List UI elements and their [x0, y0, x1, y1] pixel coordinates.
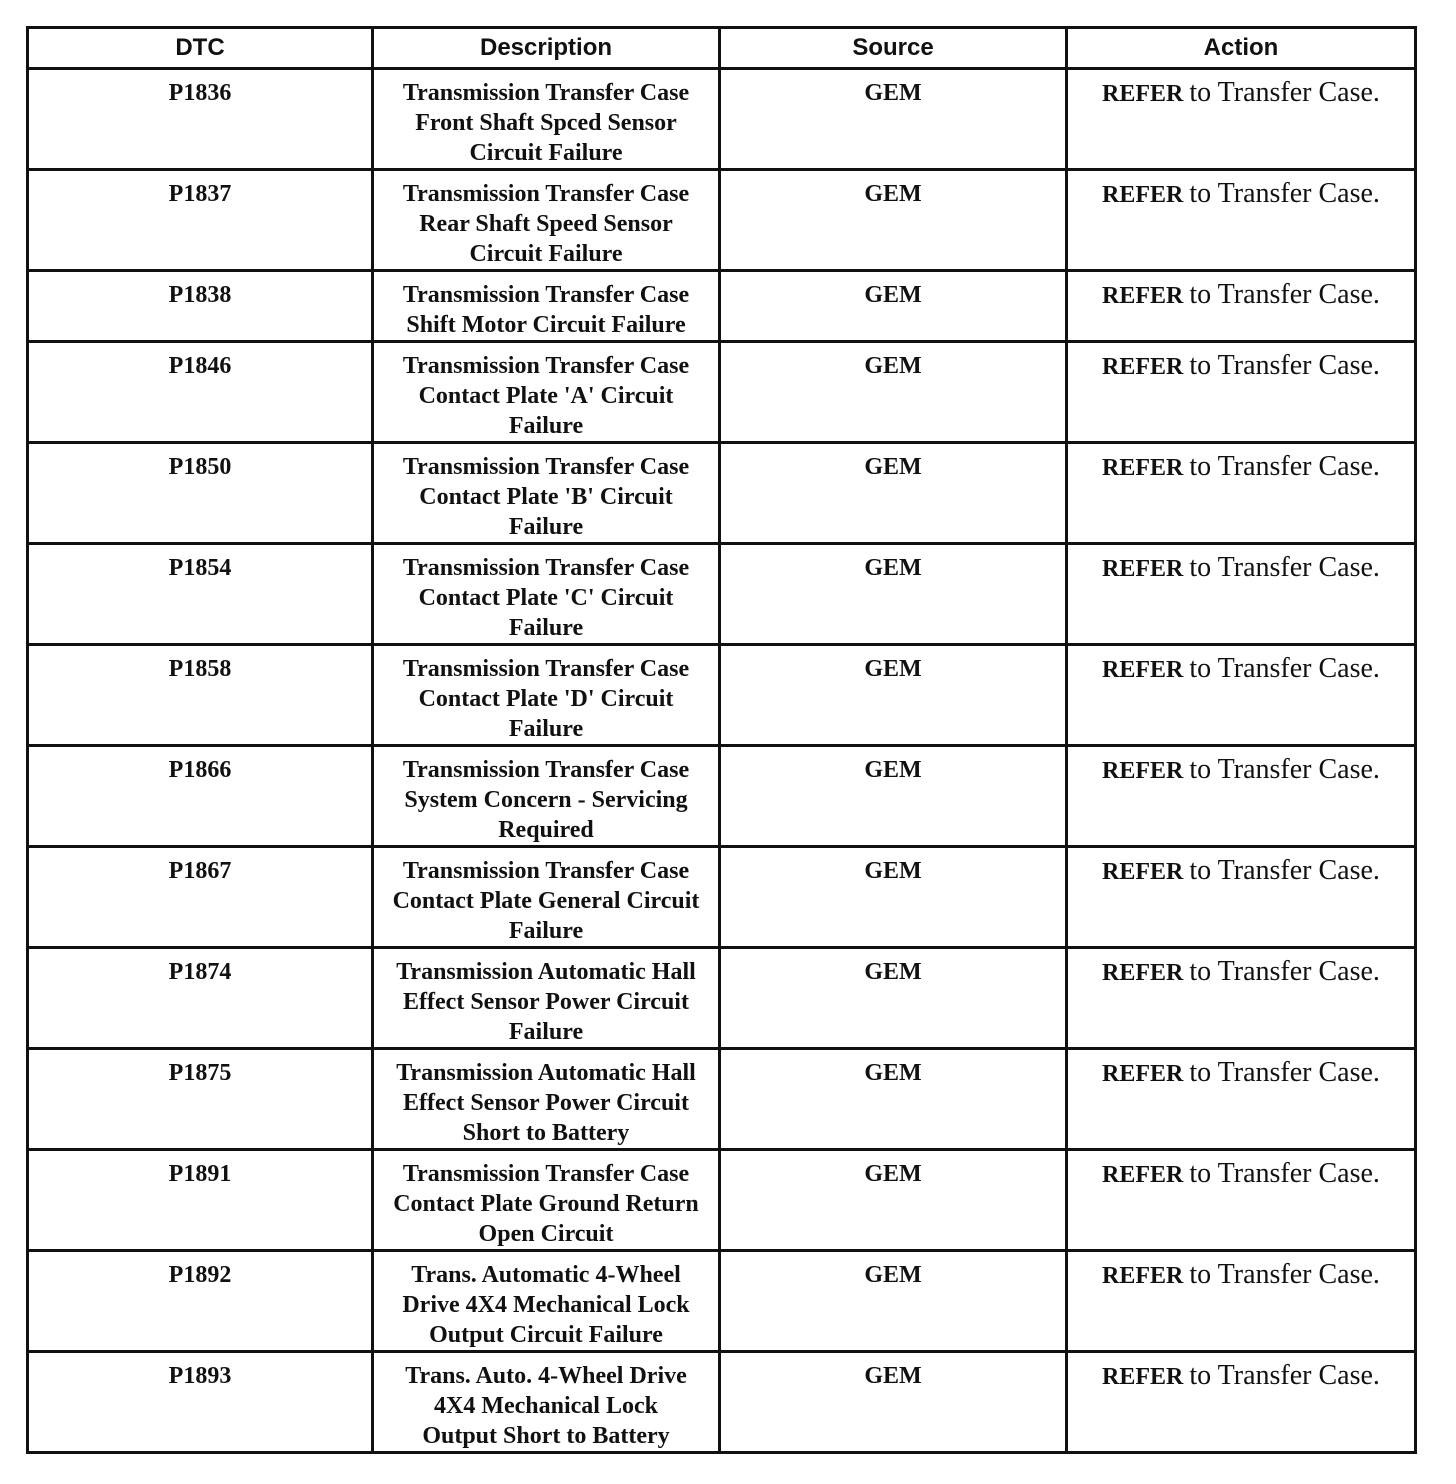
- action-target: to Transfer Case.: [1189, 1360, 1380, 1391]
- dtc-description: [373, 847, 720, 948]
- description-line: Open Circuit: [478, 1221, 614, 1247]
- dtc-source: GEM: [720, 847, 1067, 948]
- description-line: Transmission Transfer Case: [402, 1161, 690, 1187]
- description-line: Failure: [508, 615, 584, 641]
- description-line: Output Circuit Failure: [429, 1322, 663, 1348]
- description-line: Circuit Failure: [469, 241, 623, 267]
- dtc-code: P1838: [28, 271, 373, 342]
- dtc-source: GEM: [720, 170, 1067, 271]
- dtc-action: [1067, 1049, 1416, 1150]
- description-line: Contact Plate 'A' Circuit: [418, 383, 674, 409]
- description-line: Failure: [508, 1019, 584, 1045]
- table-row: [28, 746, 1416, 847]
- action-verb: REFER: [1102, 455, 1184, 481]
- action-target: to Transfer Case.: [1189, 1057, 1380, 1088]
- dtc-action: [1067, 170, 1416, 271]
- description-line: Transmission Transfer Case: [402, 757, 690, 783]
- description-line: Contact Plate 'C' Circuit: [418, 585, 674, 611]
- description-line: Transmission Transfer Case: [402, 555, 690, 581]
- table-row: [28, 1049, 1416, 1150]
- action-verb: REFER: [1102, 1162, 1184, 1188]
- dtc-source: GEM: [720, 1251, 1067, 1352]
- action-verb: REFER: [1102, 758, 1184, 784]
- header-action: Action: [1067, 28, 1416, 69]
- dtc-description: [373, 69, 720, 170]
- description-line: Transmission Transfer Case: [402, 353, 690, 379]
- dtc-source: GEM: [720, 1150, 1067, 1251]
- action-verb: REFER: [1102, 960, 1184, 986]
- description-line: Contact Plate 'D' Circuit: [418, 686, 674, 712]
- dtc-source: GEM: [720, 443, 1067, 544]
- action-verb: REFER: [1102, 81, 1184, 107]
- action-target: to Transfer Case.: [1189, 77, 1380, 108]
- table-header: [28, 28, 1416, 69]
- table-row: [28, 1251, 1416, 1352]
- dtc-description: [373, 645, 720, 746]
- description-line: Failure: [508, 716, 584, 742]
- dtc-source: GEM: [720, 948, 1067, 1049]
- dtc-description: [373, 948, 720, 1049]
- description-line: Failure: [508, 413, 584, 439]
- dtc-action: [1067, 746, 1416, 847]
- action-target: to Transfer Case.: [1189, 552, 1380, 583]
- description-line: Effect Sensor Power Circuit: [403, 989, 689, 1015]
- action-verb: REFER: [1102, 283, 1184, 309]
- dtc-action: [1067, 847, 1416, 948]
- dtc-description: [373, 746, 720, 847]
- dtc-description: [373, 443, 720, 544]
- dtc-action: [1067, 645, 1416, 746]
- action-verb: REFER: [1102, 1061, 1184, 1087]
- action-target: to Transfer Case.: [1189, 653, 1380, 684]
- dtc-action: [1067, 1150, 1416, 1251]
- dtc-action: [1067, 544, 1416, 645]
- description-line: System Concern - Servicing: [404, 787, 688, 813]
- action-target: to Transfer Case.: [1189, 1158, 1380, 1189]
- table-row: [28, 342, 1416, 443]
- action-target: to Transfer Case.: [1189, 178, 1380, 209]
- description-line: Short to Battery: [462, 1120, 630, 1146]
- description-line: Contact Plate General Circuit: [392, 888, 700, 914]
- dtc-source: GEM: [720, 746, 1067, 847]
- dtc-description: [373, 170, 720, 271]
- table-row: [28, 645, 1416, 746]
- action-verb: REFER: [1102, 1263, 1184, 1289]
- table-row: [28, 948, 1416, 1049]
- dtc-description: [373, 271, 720, 342]
- header-description: Description: [373, 28, 720, 69]
- dtc-table-sheet: [26, 26, 1414, 1454]
- dtc-action: [1067, 443, 1416, 544]
- dtc-description: [373, 1352, 720, 1453]
- dtc-code: P1891: [28, 1150, 373, 1251]
- action-target: to Transfer Case.: [1189, 279, 1380, 310]
- header-dtc: DTC: [28, 28, 373, 69]
- dtc-action: [1067, 948, 1416, 1049]
- description-line: Contact Plate Ground Return: [393, 1191, 699, 1217]
- description-line: Trans. Auto. 4-Wheel Drive: [405, 1363, 687, 1389]
- dtc-source: GEM: [720, 1352, 1067, 1453]
- dtc-code: P1875: [28, 1049, 373, 1150]
- dtc-code: P1846: [28, 342, 373, 443]
- dtc-code: P1837: [28, 170, 373, 271]
- action-target: to Transfer Case.: [1189, 855, 1380, 886]
- action-verb: REFER: [1102, 354, 1184, 380]
- dtc-code: P1866: [28, 746, 373, 847]
- action-verb: REFER: [1102, 556, 1184, 582]
- dtc-action: [1067, 1352, 1416, 1453]
- description-line: Drive 4X4 Mechanical Lock: [402, 1292, 690, 1318]
- dtc-source: GEM: [720, 645, 1067, 746]
- table-row: [28, 69, 1416, 170]
- description-line: Contact Plate 'B' Circuit: [419, 484, 673, 510]
- dtc-code: P1867: [28, 847, 373, 948]
- description-line: Effect Sensor Power Circuit: [403, 1090, 689, 1116]
- description-line: Failure: [508, 514, 584, 540]
- description-line: Transmission Transfer Case: [402, 80, 690, 106]
- dtc-description: [373, 1150, 720, 1251]
- table-row: [28, 1150, 1416, 1251]
- table-row: [28, 271, 1416, 342]
- description-line: Circuit Failure: [469, 140, 623, 166]
- description-line: Transmission Transfer Case: [402, 858, 690, 884]
- action-verb: REFER: [1102, 1364, 1184, 1390]
- description-line: Transmission Transfer Case: [402, 282, 690, 308]
- dtc-source: GEM: [720, 69, 1067, 170]
- dtc-code: P1893: [28, 1352, 373, 1453]
- dtc-description: [373, 342, 720, 443]
- dtc-action: [1067, 271, 1416, 342]
- action-verb: REFER: [1102, 657, 1184, 683]
- description-line: Transmission Transfer Case: [402, 656, 690, 682]
- action-verb: REFER: [1102, 182, 1184, 208]
- dtc-action: [1067, 1251, 1416, 1352]
- table-row: [28, 443, 1416, 544]
- dtc-table: [26, 26, 1417, 1454]
- description-line: Rear Shaft Speed Sensor: [419, 211, 673, 237]
- table-row: [28, 847, 1416, 948]
- dtc-code: P1836: [28, 69, 373, 170]
- dtc-code: P1850: [28, 443, 373, 544]
- dtc-description: [373, 1049, 720, 1150]
- table-body: [28, 69, 1416, 1453]
- action-verb: REFER: [1102, 859, 1184, 885]
- description-line: Trans. Automatic 4-Wheel: [411, 1262, 681, 1288]
- dtc-code: P1892: [28, 1251, 373, 1352]
- dtc-action: [1067, 69, 1416, 170]
- description-line: Transmission Automatic Hall: [396, 959, 696, 985]
- dtc-code: P1858: [28, 645, 373, 746]
- description-line: Front Shaft Spced Sensor: [415, 110, 677, 136]
- action-target: to Transfer Case.: [1189, 956, 1380, 987]
- dtc-source: GEM: [720, 342, 1067, 443]
- description-line: Transmission Transfer Case: [402, 181, 690, 207]
- description-line: Required: [498, 817, 594, 843]
- table-row: [28, 170, 1416, 271]
- description-line: Output Short to Battery: [422, 1423, 670, 1449]
- action-target: to Transfer Case.: [1189, 754, 1380, 785]
- action-target: to Transfer Case.: [1189, 350, 1380, 381]
- description-line: Transmission Transfer Case: [402, 454, 690, 480]
- table-row: [28, 1352, 1416, 1453]
- table-row: [28, 544, 1416, 645]
- dtc-source: GEM: [720, 271, 1067, 342]
- description-line: 4X4 Mechanical Lock: [434, 1393, 658, 1419]
- dtc-code: P1874: [28, 948, 373, 1049]
- dtc-description: [373, 1251, 720, 1352]
- dtc-description: [373, 544, 720, 645]
- action-target: to Transfer Case.: [1189, 1259, 1380, 1290]
- header-row: [28, 28, 1416, 69]
- dtc-action: [1067, 342, 1416, 443]
- header-source: Source: [720, 28, 1067, 69]
- description-line: Shift Motor Circuit Failure: [406, 312, 686, 338]
- description-line: Transmission Automatic Hall: [396, 1060, 696, 1086]
- dtc-code: P1854: [28, 544, 373, 645]
- action-target: to Transfer Case.: [1189, 451, 1380, 482]
- dtc-source: GEM: [720, 1049, 1067, 1150]
- dtc-source: GEM: [720, 544, 1067, 645]
- description-line: Failure: [508, 918, 584, 944]
